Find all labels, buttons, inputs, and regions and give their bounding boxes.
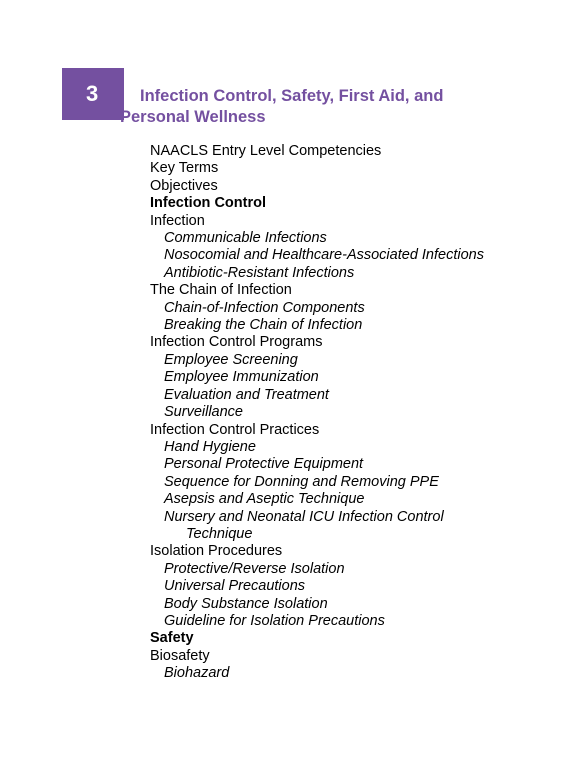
outline-item: Protective/Reverse Isolation	[164, 560, 345, 577]
outline-item: Infection	[150, 212, 205, 229]
outline-item: Isolation Procedures	[150, 543, 283, 560]
outline-item: Nursery and Neonatal ICU Infection Control	[164, 508, 444, 525]
outline-item: Personal Protective Equipment	[164, 456, 364, 473]
outline-item: Infection Control Programs	[150, 334, 323, 351]
outline-item: Evaluation and Treatment	[164, 386, 329, 403]
outline-item: Asepsis and Aseptic Technique	[164, 491, 365, 508]
outline-item: Employee Immunization	[164, 369, 319, 386]
chapter-title-line-2: Personal Wellness	[120, 108, 266, 126]
outline-item: Sequence for Donning and Removing PPE	[164, 473, 439, 490]
outline-item: Antibiotic-Resistant Infections	[164, 264, 355, 281]
outline-item: Key Terms	[150, 160, 219, 177]
outline-item: Communicable Infections	[164, 230, 327, 247]
chapter-outline	[150, 143, 570, 683]
outline-section-heading: Infection Control	[150, 195, 266, 212]
outline-item: Body Substance Isolation	[164, 595, 328, 612]
chapter-number: 3	[86, 81, 99, 106]
outline-item: Universal Precautions	[164, 578, 306, 595]
outline-item: Biosafety	[150, 647, 210, 664]
outline-item: Hand Hygiene	[164, 438, 256, 455]
outline-item: NAACLS Entry Level Competencies	[150, 143, 382, 159]
outline-item: Chain-of-Infection Components	[164, 299, 365, 316]
chapter-title-line-1: Infection Control, Safety, First Aid, and	[140, 87, 444, 105]
outline-item: Technique	[186, 525, 253, 542]
outline-item: Infection Control Practices	[150, 421, 320, 438]
outline-item: Breaking the Chain of Infection	[164, 317, 363, 334]
outline-item: The Chain of Infection	[150, 282, 292, 299]
outline-item: Employee Screening	[164, 351, 298, 368]
outline-section-heading: Safety	[150, 630, 194, 647]
outline-item: Objectives	[150, 177, 218, 194]
outline-item: Guideline for Isolation Precautions	[164, 612, 385, 629]
chapter-title	[0, 86, 582, 128]
outline-item: Biohazard	[164, 665, 230, 682]
outline-item: Surveillance	[164, 404, 243, 421]
outline-item: Nosocomial and Healthcare-Associated Infections	[164, 247, 484, 264]
